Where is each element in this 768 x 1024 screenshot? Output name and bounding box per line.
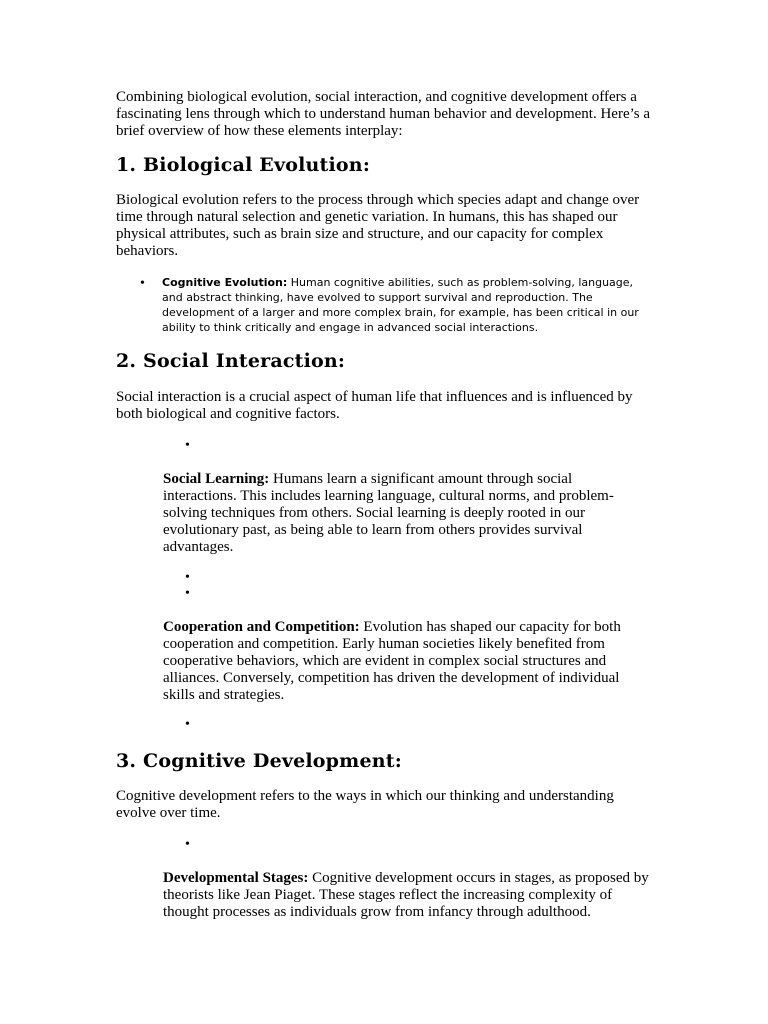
biological-evolution-paragraph: Biological evolution refers to the process through which species adapt and change over time through natural selection and genetic variation. In humans, this has shaped our physical attributes, such as brain size and structure, and our capacity for complex behaviors. <box>116 192 640 259</box>
bullet-marker: • <box>185 837 190 852</box>
list-item-cooperation-competition <box>163 619 649 704</box>
item-label: Cooperation and Competition: <box>163 619 360 635</box>
list-item-cognitive-evolution <box>162 275 648 335</box>
bullet-marker: • <box>140 276 145 291</box>
item-text: Humans learn a significant amount through social interactions. This includes learning language, cultural norms, and problem-solving techniques from others. Social learning is deeply rooted in our evolutionary past, as being able to learn from others provides survival advantages. <box>163 471 614 555</box>
item-text: Evolution has shaped our capacity for both cooperation and competition. Early human societies likely benefited from cooperative behaviors, which are evident in complex social structures and alliances. Conversely, competition has driven the development of individual skills and strategies. <box>163 619 621 703</box>
bullet-marker: • <box>185 438 190 453</box>
item-label: Cognitive Evolution: <box>162 276 288 289</box>
bullet-marker: • <box>185 717 190 732</box>
section-heading-social-interaction: 2. Social Interaction: <box>116 350 346 372</box>
section-heading-cognitive-development: 3. Cognitive Development: <box>116 750 402 772</box>
intro-paragraph: Combining biological evolution, social interaction, and cognitive development offers a fascinating lens through which to understand human behavior and development. Here’s a brief overview of how these elements interplay: <box>116 89 651 139</box>
list-item-developmental-stages <box>163 870 653 921</box>
cognitive-development-paragraph: Cognitive development refers to the ways in which our thinking and understanding evolve over time. <box>116 788 614 821</box>
list-item-social-learning <box>163 471 643 556</box>
social-interaction-paragraph: Social interaction is a crucial aspect of human life that influences and is influenced by both biological and cognitive factors. <box>116 389 633 422</box>
item-text: Human cognitive abilities, such as problem-solving, language, and abstract thinking, have evolved to support survival and reproduction. The development of a larger and more complex brain, for example, has been critical in our ability to think critically and engage in advanced social interactions. <box>162 276 639 334</box>
bullet-marker: • <box>185 570 190 585</box>
bullet-marker: • <box>185 586 190 601</box>
item-text: Cognitive development occurs in stages, as proposed by theorists like Jean Piaget. These stages reflect the increasing complexity of thought processes as individuals grow from infancy through adulthood. <box>163 870 649 920</box>
item-label: Developmental Stages: <box>163 870 309 886</box>
section-heading-biological-evolution: 1. Biological Evolution: <box>116 154 371 176</box>
item-label: Social Learning: <box>163 471 270 487</box>
